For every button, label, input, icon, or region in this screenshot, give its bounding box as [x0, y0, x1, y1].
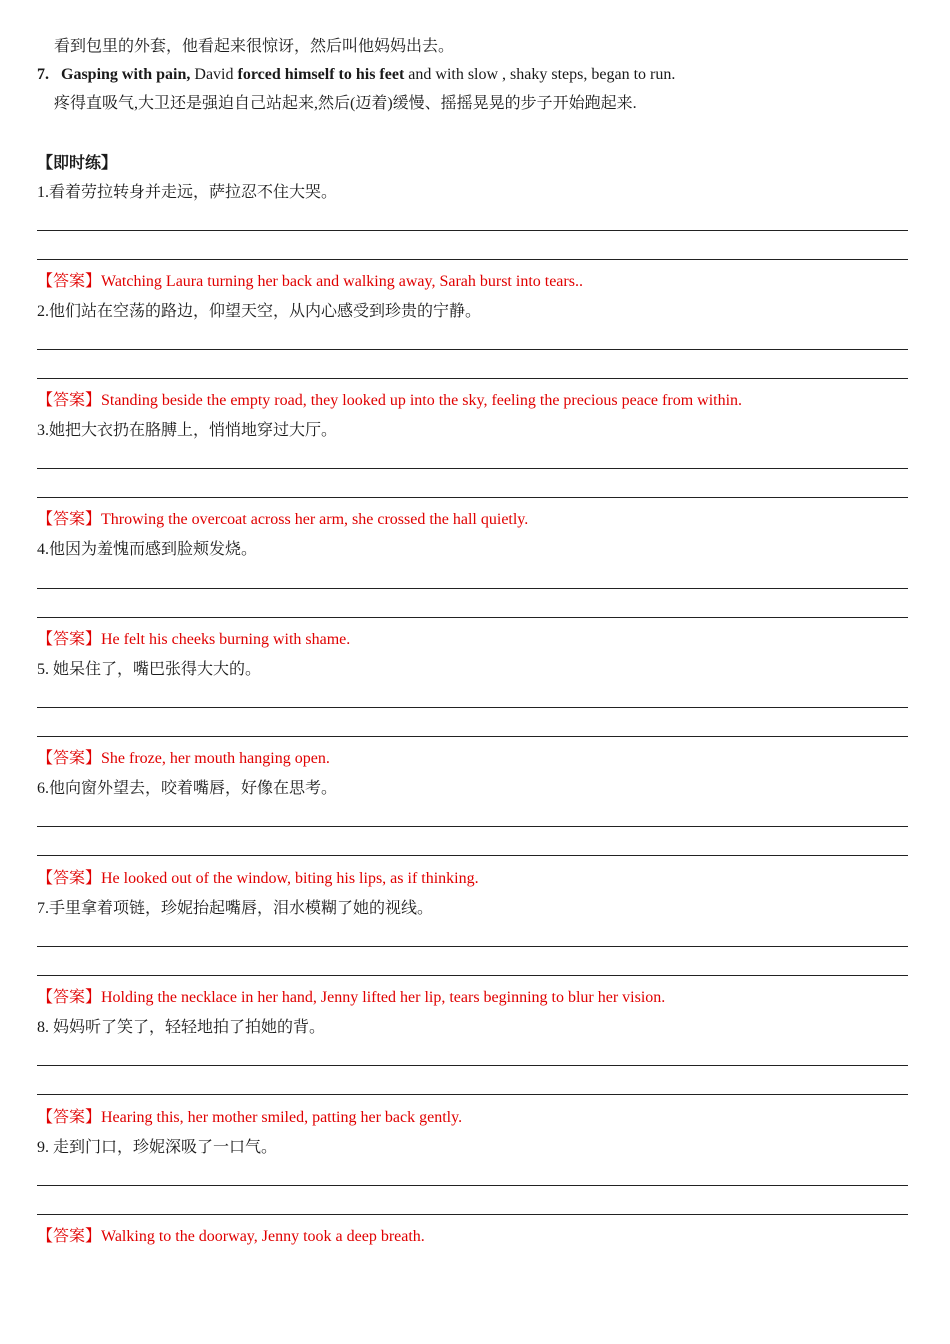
exercise-question-4: 4.他因为羞愧而感到脸颊发烧。 — [37, 541, 258, 558]
exercise-question-8: 8. 妈妈听了笑了，轻轻地拍了拍她的背。 — [37, 1019, 326, 1036]
exercise-answer-5: 【答案】She froze, her mouth hanging open. — [37, 750, 330, 767]
item-7-bold-phrase-1: Gasping with pain, — [61, 66, 191, 83]
exercise-answer-3: 【答案】Throwing the overcoat across her arm, she crossed the hall quietly. — [37, 511, 529, 528]
item-7-bold-phrase-2: forced himself to his feet — [237, 66, 405, 83]
item-7-text-2: and with slow , shaky steps, began to run. — [404, 66, 676, 83]
item-7-text-1: David — [190, 66, 238, 83]
answer-line — [37, 946, 908, 947]
answer-line — [37, 259, 908, 260]
section-title: 【即时练】 — [37, 155, 118, 172]
answer-line — [37, 1065, 908, 1066]
answer-line — [37, 1185, 908, 1186]
item-7-number: 7. — [37, 66, 49, 83]
exercise-question-1: 1.看着劳拉转身并走远，萨拉忍不住大哭。 — [37, 184, 338, 201]
exercise-question-6: 6.他向窗外望去，咬着嘴唇，好像在思考。 — [37, 780, 338, 797]
answer-line — [37, 736, 908, 737]
answer-line — [37, 468, 908, 469]
intro-line: 看到包里的外套，他看起来很惊讶，然后叫他妈妈出去。 — [54, 38, 455, 55]
answer-line — [37, 707, 908, 708]
exercise-question-9: 9. 走到门口，珍妮深吸了一口气。 — [37, 1139, 278, 1156]
exercise-question-3: 3.她把大衣扔在胳膊上，悄悄地穿过大厅。 — [37, 422, 338, 439]
exercise-answer-6: 【答案】He looked out of the window, biting his lips, as if thinking. — [37, 870, 479, 887]
exercise-question-5: 5. 她呆住了，嘴巴张得大大的。 — [37, 661, 262, 678]
exercise-answer-8: 【答案】Hearing this, her mother smiled, patting her back gently. — [37, 1109, 463, 1126]
answer-line — [37, 378, 908, 379]
item-7 — [37, 65, 675, 85]
exercise-answer-4: 【答案】He felt his cheeks burning with shame. — [37, 631, 351, 648]
answer-line — [37, 617, 908, 618]
answer-line — [37, 855, 908, 856]
exercise-answer-7: 【答案】Holding the necklace in her hand, Jenny lifted her lip, tears beginning to blur her vision. — [37, 989, 666, 1006]
item-7-translation: 疼得直吸气,大卫还是强迫自己站起来,然后(迈着)缓慢、摇摇晃晃的步子开始跑起来. — [54, 95, 637, 112]
answer-line — [37, 349, 908, 350]
exercise-question-2: 2.他们站在空荡的路边，仰望天空，从内心感受到珍贵的宁静。 — [37, 303, 482, 320]
answer-line — [37, 497, 908, 498]
exercise-question-7: 7.手里拿着项链，珍妮抬起嘴唇，泪水模糊了她的视线。 — [37, 900, 434, 917]
answer-line — [37, 230, 908, 231]
exercise-answer-9: 【答案】Walking to the doorway, Jenny took a deep breath. — [37, 1228, 425, 1245]
answer-line — [37, 1214, 908, 1215]
answer-line — [37, 826, 908, 827]
answer-line — [37, 1094, 908, 1095]
exercise-answer-2: 【答案】Standing beside the empty road, they looked up into the sky, feeling the precious peace from within. — [37, 392, 743, 409]
answer-line — [37, 975, 908, 976]
answer-line — [37, 588, 908, 589]
exercise-answer-1: 【答案】Watching Laura turning her back and walking away, Sarah burst into tears.. — [37, 273, 583, 290]
